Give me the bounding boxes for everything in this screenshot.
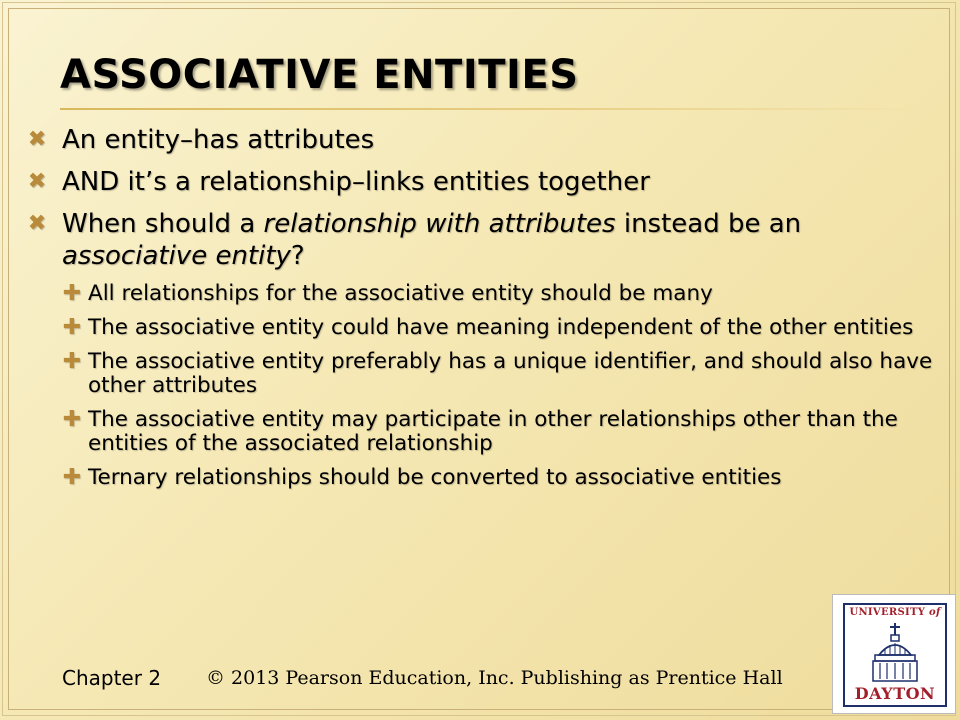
chapel-dome-icon [859,621,931,685]
bullet-text-emphasis: relationship with attributes [263,209,616,239]
sub-bullet-text: The associative entity may participate in other relationships other than the entities of the associated relationship [88,407,898,456]
sub-bullet-text: The associative entity could have meaning independent of the other entities [88,315,914,340]
bullet-text-emphasis: associative entity [62,241,291,271]
sub-bullet-item [22,466,942,490]
bullet-text: An entity–has attributes [62,125,375,155]
sub-bullet-text: All relationships for the associative entity should be many [88,281,713,306]
slide-content [22,124,942,500]
sub-bullet-item [22,282,942,306]
sub-bullet-item [22,316,942,340]
bullet-item [22,124,942,156]
logo-top-word: UNIVERSITY [849,607,926,618]
title-underline [60,108,920,110]
sub-bullet-item [22,408,942,456]
logo-university-text [845,607,945,618]
plus-bullet-icon: ✚ [62,465,82,490]
sub-bullet-text: The associative entity preferably has a unique identifier, and should also have other attributes [88,349,933,398]
plus-bullet-icon: ✚ [62,407,82,432]
bullet-text: AND it’s a relationship–links entities together [62,167,650,197]
x-bullet-icon: ✖ [27,211,47,236]
logo-dayton-text: DAYTON [854,684,936,703]
plus-bullet-icon: ✚ [62,281,82,306]
footer-copyright: © 2013 Pearson Education, Inc. Publishing as Prentice Hall [206,667,783,689]
footer-chapter: Chapter 2 [62,666,162,690]
university-of-dayton-logo [832,594,956,714]
bullet-text-part: When should a [62,209,264,239]
sub-bullet-text: Ternary relationships should be converted to associative entities [88,465,782,490]
bullet-item [22,208,942,272]
slide-title: ASSOCIATIVE ENTITIES [60,52,579,98]
x-bullet-icon: ✖ [27,127,47,152]
x-bullet-icon: ✖ [27,169,47,194]
bullet-item [22,166,942,198]
bullet-text-part: ? [290,241,305,271]
plus-bullet-icon: ✚ [62,349,82,374]
bullet-text-part: instead be an [615,209,802,239]
sub-bullet-item [22,350,942,398]
logo-border [843,603,947,707]
plus-bullet-icon: ✚ [62,315,82,340]
logo-top-of: of [928,607,941,618]
